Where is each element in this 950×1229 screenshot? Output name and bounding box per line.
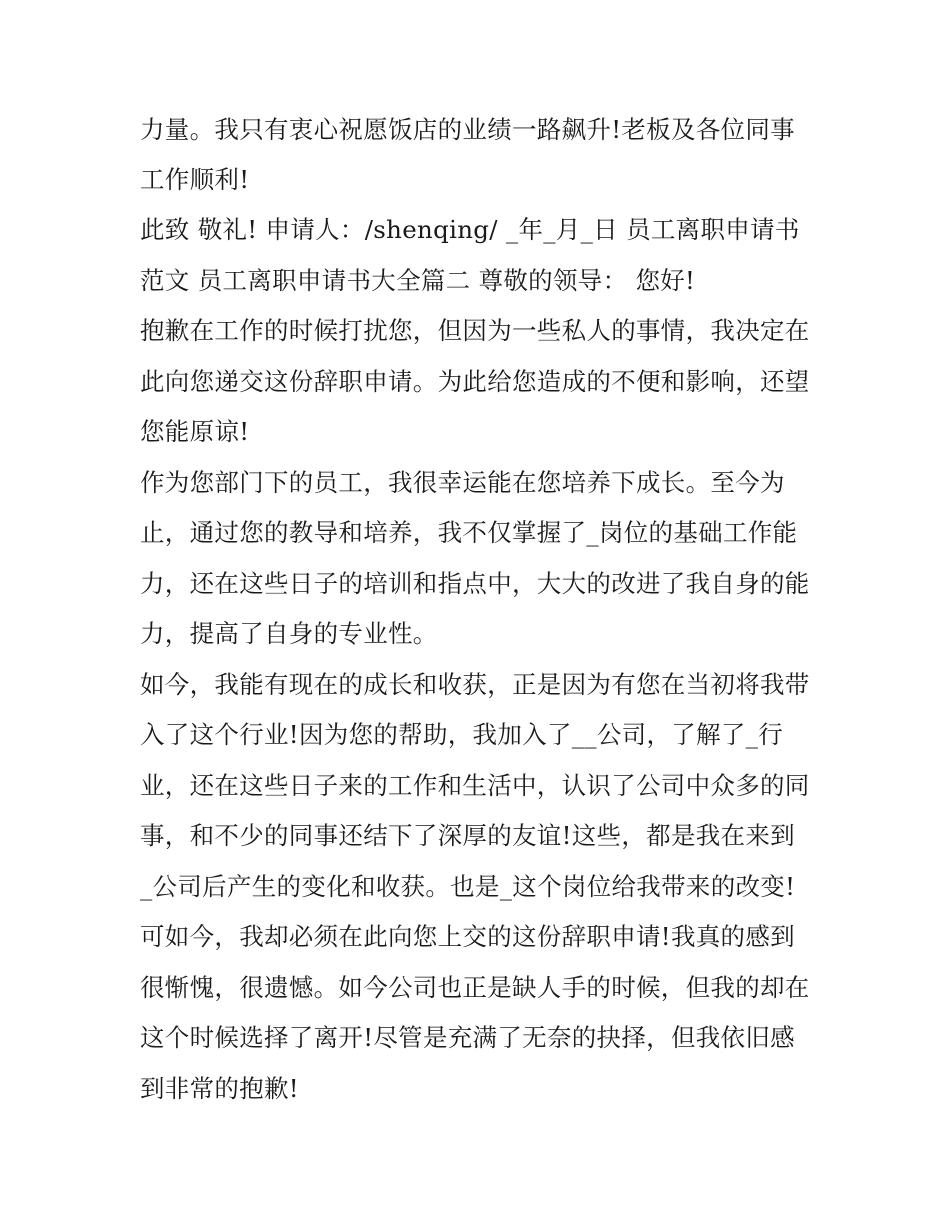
text-line: 力，提高了自身的专业性。 (140, 619, 438, 648)
text-line: 到非常的抱歉! (140, 1074, 299, 1103)
text-line: 如今，我能有现在的成长和收获，正是因为有您在当初将我带 (140, 670, 810, 699)
text-line: 事，和不少的同事还结下了深厚的友谊!这些，都是我在来到 (140, 821, 795, 850)
text-line: _公司后产生的变化和收获。也是_这个岗位给我带来的改变! (140, 872, 796, 901)
text-line: 力，还在这些日子的培训和指点中，大大的改进了我自身的能 (140, 569, 810, 598)
text-line: 很惭愧，很遗憾。如今公司也正是缺人手的时候，但我的却在 (140, 973, 810, 1002)
text-line: 此致 敬礼! 申请人：/shenqing/ _年_月_日 员工离职申请书 (140, 215, 800, 244)
text-line: 此向您递交这份辞职申请。为此给您造成的不便和影响，还望 (140, 367, 810, 396)
text-line: 业，还在这些日子来的工作和生活中，认识了公司中众多的同 (140, 771, 810, 800)
text-line: 力量。我只有衷心祝愿饭店的业绩一路飙升!老板及各位同事 (140, 115, 795, 144)
text-line: 这个时候选择了离开!尽管是充满了无奈的抉择，但我依旧感 (140, 1023, 795, 1052)
text-line: 工作顺利! (140, 165, 250, 194)
text-line: 抱歉在工作的时候打扰您，但因为一些私人的事情，我决定在 (140, 316, 810, 345)
text-line: 范文 员工离职申请书大全篇二 尊敬的领导： 您好! (140, 266, 696, 295)
text-line: 作为您部门下的员工，我很幸运能在您培养下成长。至今为 (140, 468, 785, 497)
text-line: 您能原谅! (140, 417, 250, 446)
text-line: 可如今，我却必须在此向您上交的这份辞职申请!我真的感到 (140, 922, 795, 951)
text-line: 止，通过您的教导和培养，我不仅掌握了_岗位的基础工作能 (140, 518, 798, 547)
text-line: 入了这个行业!因为您的帮助，我加入了__公司，了解了_行 (140, 720, 783, 749)
